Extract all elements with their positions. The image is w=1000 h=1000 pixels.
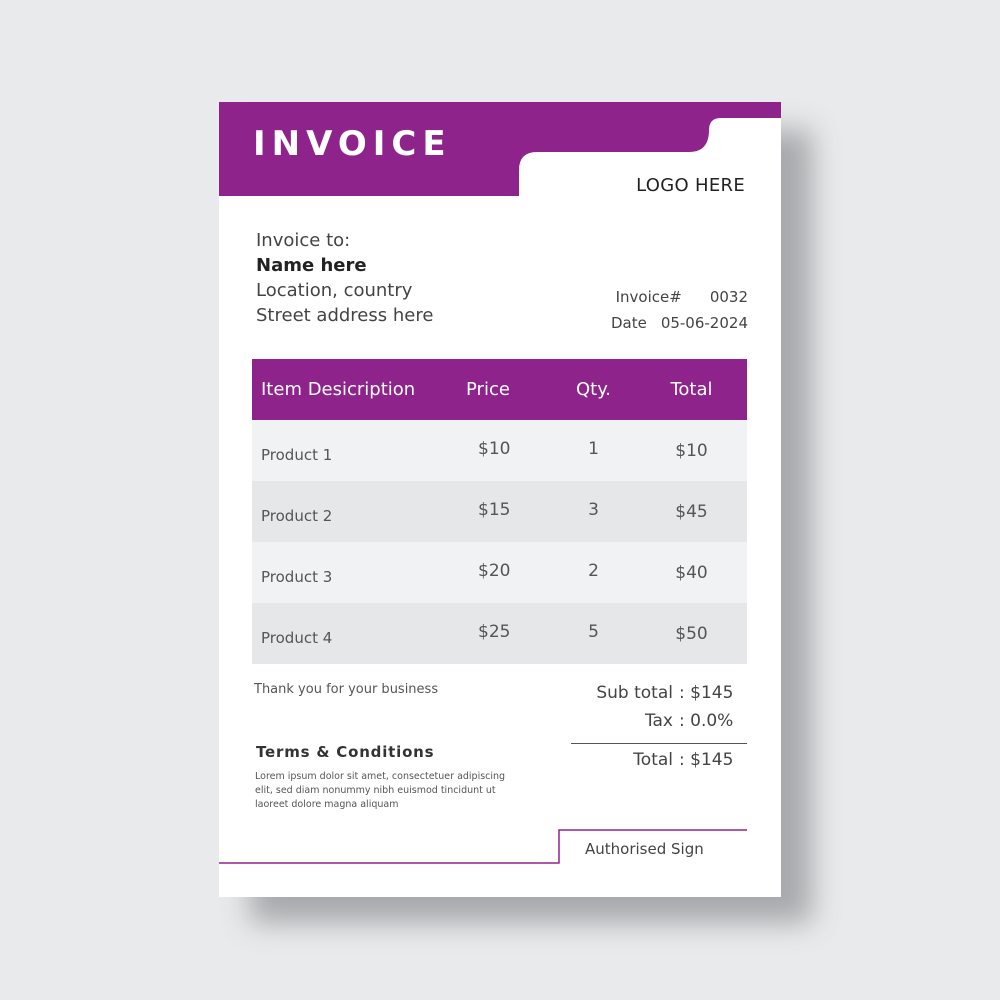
thank-you-note: Thank you for your business: [254, 682, 439, 697]
terms-heading: Terms & Conditions: [256, 743, 435, 761]
terms-body: Lorem ipsum dolor sit amet, consectetuer adipiscing elit, sed diam nonummy nibh euismod tincidunt ut laoreet dolore magna aliquam: [255, 771, 506, 810]
items-table: [252, 359, 747, 664]
item-qty: 1: [588, 438, 599, 459]
customer-name: Name here: [256, 255, 367, 276]
item-description: Product 1: [261, 445, 333, 464]
item-description: Product 3: [261, 567, 333, 586]
table-row: [252, 420, 747, 481]
customer-location: Location, country: [256, 280, 413, 301]
table-row: [252, 542, 747, 603]
date-value: 05-06-2024: [660, 314, 748, 332]
date-label: Date: [610, 314, 647, 332]
invoice-number: 0032: [709, 288, 748, 306]
total-value: : $145: [679, 750, 734, 770]
item-qty: 2: [588, 560, 599, 581]
item-total: $40: [675, 562, 708, 583]
invoice-meta: [611, 284, 748, 336]
table-row: [252, 603, 747, 664]
total-label: Total: [633, 750, 673, 770]
bill-to-label: Invoice to:: [256, 230, 351, 251]
item-qty: 3: [588, 499, 599, 520]
header-qty: Qty.: [575, 379, 612, 400]
item-price: $20: [478, 560, 511, 581]
tax-label: Tax: [644, 711, 673, 731]
invoice-title: INVOICE: [253, 124, 452, 164]
subtotal-label: Sub total: [596, 683, 673, 703]
customer-street: Street address here: [256, 305, 434, 326]
item-price: $10: [478, 438, 511, 459]
invoice-number-label: Invoice#: [615, 288, 682, 306]
authorised-sign: Authorised Sign: [585, 840, 704, 858]
item-description: Product 2: [261, 506, 333, 525]
logo-placeholder: LOGO HERE: [636, 175, 745, 196]
item-qty: 5: [588, 621, 599, 642]
totals-divider: [571, 743, 747, 744]
header-total: Total: [670, 379, 713, 400]
table-row: [252, 481, 747, 542]
table-header: [252, 359, 747, 420]
invoice-page: [219, 102, 781, 897]
item-price: $25: [478, 621, 511, 642]
totals-block: [571, 679, 747, 774]
item-price: $15: [478, 499, 511, 520]
bill-to-block: [256, 228, 433, 328]
item-total: $10: [675, 440, 708, 461]
tax-value: : 0.0%: [679, 711, 734, 731]
item-total: $50: [675, 623, 708, 644]
item-total: $45: [675, 501, 708, 522]
header-description: Item Desicription: [261, 379, 416, 400]
subtotal-value: : $145: [679, 683, 734, 703]
table-body: [252, 420, 747, 664]
item-description: Product 4: [261, 628, 333, 647]
header-price: Price: [466, 379, 510, 400]
